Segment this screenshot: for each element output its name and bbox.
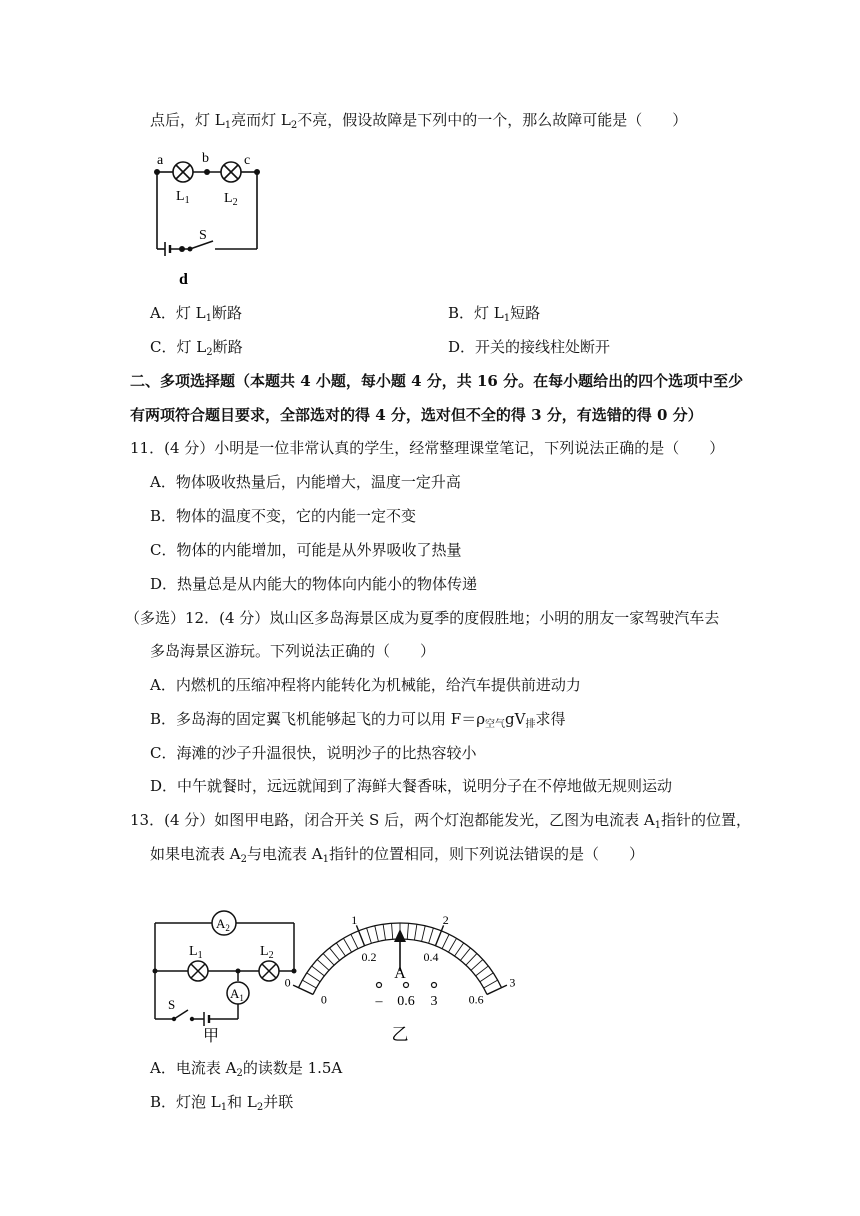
dial-tick bbox=[471, 960, 483, 971]
dial-tick bbox=[317, 960, 329, 971]
q10-option-d: D．开关的接线柱处断开 bbox=[448, 338, 611, 356]
q10-label-c: c bbox=[244, 153, 251, 168]
q10-label-L2: $L_2$ bbox=[224, 191, 238, 208]
q13-dial-unit: A bbox=[394, 965, 406, 982]
section-2-heading-line1: 二、多项选择题（本题共 4 小题，每小题 4 分，共 16 分。在每小题给出的四个选项中至少 bbox=[130, 372, 744, 390]
q10-label-d: d bbox=[179, 271, 188, 288]
q13-stem-line1: 13．(4 分）如图甲电路，闭合开关 S 后，两个灯泡都能发光，乙图为电流表 $A_1$指针的位置， bbox=[130, 811, 752, 831]
dial-tick bbox=[336, 943, 345, 956]
dial-bottom-tick-label: 0.4 bbox=[423, 949, 439, 964]
dial-tick bbox=[383, 924, 385, 940]
q11-option-a: A．物体吸收热量后，内能增大，温度一定升高 bbox=[150, 473, 461, 491]
dial-tick bbox=[307, 973, 320, 982]
dial-tick bbox=[351, 934, 358, 948]
dial-top-tick-label: 2 bbox=[442, 912, 449, 927]
dial-bottom-tick-label: 0 bbox=[320, 992, 327, 1007]
q10-option-b: B．灯 $L_1$短路 bbox=[448, 304, 541, 324]
q13-figure-jia-caption: 甲 bbox=[203, 1028, 220, 1045]
dial-tick bbox=[487, 985, 507, 994]
dial-tick bbox=[455, 943, 464, 956]
dial-tick bbox=[480, 973, 493, 982]
dial-bottom-tick-label: 0.6 bbox=[468, 992, 484, 1007]
q13-dial-terminal-3: 3 bbox=[430, 994, 438, 1009]
q12-option-d: D．中午就餐时，远远就闻到了海鲜大餐香味，说明分子在不停地做无规则运动 bbox=[150, 777, 673, 795]
q12-option-a: A．内燃机的压缩冲程将内能转化为机械能，给汽车提供前进动力 bbox=[150, 676, 581, 694]
q13-dial-terminal-negative: – bbox=[375, 994, 383, 1009]
q11-option-c: C．物体的内能增加，可能是从外界吸收了热量 bbox=[150, 541, 462, 559]
dial-tick bbox=[414, 924, 416, 940]
dial-top-tick-label: 0 bbox=[284, 975, 291, 990]
q12-option-c: C．海滩的沙子升温很快，说明沙子的比热容较小 bbox=[150, 744, 477, 762]
dial-tick bbox=[392, 923, 393, 939]
q13-option-b: B．灯泡 $L_1$和 $L_2$并联 bbox=[150, 1093, 294, 1113]
q13-ammeter-a2-label: $A_2$ bbox=[216, 916, 230, 933]
dial-tick bbox=[484, 980, 498, 988]
q10-label-a: a bbox=[157, 153, 164, 168]
q13-ammeter-dial-yi-figure bbox=[284, 885, 516, 1045]
q10-label-S: S bbox=[199, 228, 207, 243]
dial-tick bbox=[422, 926, 426, 942]
dial-tick bbox=[343, 938, 351, 952]
q13-option-a: A．电流表 $A_2$的读数是 1.5A bbox=[150, 1059, 343, 1079]
section-2-heading-line2: 有两项符合题目要求，全部选对的得 4 分，选对但不全的得 3 分，有选错的得 0 分） bbox=[130, 406, 703, 424]
q12-stem-line1: （多选）12．(4 分）岚山区多岛海景区成为夏季的度假胜地；小明的朋友一家驾驶汽车去 bbox=[125, 609, 720, 627]
dial-bottom-tick-label: 0.2 bbox=[361, 949, 377, 964]
dial-tick bbox=[302, 980, 316, 988]
q10-label-b: b bbox=[202, 151, 209, 166]
dial-tick bbox=[476, 966, 489, 976]
q13-lamp-l2-label: $L_2$ bbox=[260, 944, 274, 961]
q10-option-c: C．灯 $L_2$断路 bbox=[150, 338, 243, 358]
q13-dial-terminal-0-6: 0.6 bbox=[397, 994, 415, 1009]
dial-tick bbox=[312, 966, 325, 976]
dial-tick bbox=[375, 926, 379, 942]
q13-switch-label: S bbox=[168, 997, 176, 1012]
dial-tick bbox=[442, 934, 449, 948]
q13-figure-yi-caption: 乙 bbox=[391, 1025, 409, 1044]
q13-lamp-l1-label: $L_1$ bbox=[189, 944, 203, 961]
q12-option-b: B．多岛海的固定翼飞机能够起飞的力可以用 $F=\rho_{空气}gV_排$求得 bbox=[150, 710, 566, 730]
dial-tick bbox=[367, 928, 372, 943]
q10-stem: 点后，灯 $L_1$亮而灯 $L_2$不亮，假设故障是下列中的一个，那么故障可能是（ ） bbox=[150, 111, 688, 131]
dial-top-tick-label: 3 bbox=[509, 975, 516, 990]
q11-stem: 11．(4 分）小明是一位非常认真的学生，经常整理课堂笔记，下列说法正确的是（ ） bbox=[130, 439, 725, 457]
dial-tick bbox=[407, 923, 408, 939]
q11-option-d: D．热量总是从内能大的物体向内能小的物体传递 bbox=[150, 575, 478, 593]
q12-stem-line2: 多岛海景区游玩。下列说法正确的（ ） bbox=[150, 642, 436, 660]
dial-tick bbox=[466, 954, 477, 966]
dial-tick bbox=[460, 948, 470, 960]
q10-circuit-figure bbox=[145, 148, 265, 293]
q11-option-b: B．物体的温度不变，它的内能一定不变 bbox=[150, 507, 417, 525]
q10-label-L1: $L_1$ bbox=[176, 189, 190, 206]
dial-tick bbox=[448, 938, 456, 952]
dial-tick bbox=[330, 948, 340, 960]
dial-top-tick-label: 1 bbox=[351, 912, 358, 927]
q10-option-a: A．灯 $L_1$断路 bbox=[150, 304, 242, 324]
dial-tick bbox=[323, 954, 334, 966]
q13-ammeter-a1-label: $A_1$ bbox=[230, 986, 244, 1003]
dial-tick bbox=[429, 928, 434, 943]
q13-stem-line2: 如果电流表 $A_2$与电流表 $A_1$指针的位置相同，则下列说法错误的是（ ） bbox=[150, 845, 644, 865]
